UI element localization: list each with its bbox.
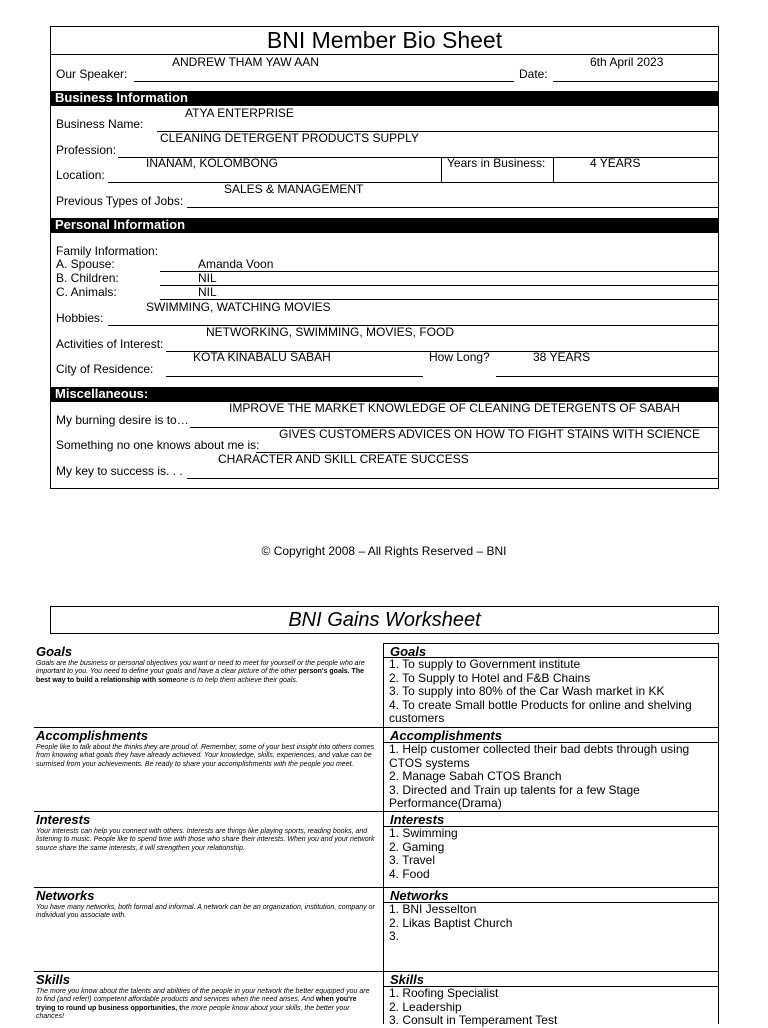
how-long-value[interactable]: 38 YEARS [533,350,591,364]
key-underline [187,478,719,479]
profession-label: Profession: [56,143,117,157]
years-label: Years in Business: [447,156,546,170]
speaker-label: Our Speaker: [56,67,128,81]
date-label: Date: [519,67,548,81]
bio-title: BNI Member Bio Sheet [266,27,503,53]
net-left-title: Networks [36,888,95,903]
location-divider [441,157,442,182]
prev-jobs-label: Previous Types of Jobs: [56,194,184,208]
row-sep-3 [34,887,719,888]
goals-desc-part-2: person's goals. The best way to build a relationship with some [36,668,365,684]
net-item: 2. Likas Baptist Church [389,915,513,930]
goals-item: 2. To Supply to Hotel and F&B Chains [389,670,591,685]
gains-top-border [383,643,719,644]
net-item: 1. BNI Jesselton [389,902,477,916]
date-value[interactable]: 6th April 2023 [590,55,664,69]
children-underline [160,285,719,286]
hobbies-value[interactable]: SWIMMING, WATCHING MOVIES [146,300,331,314]
goals-item: 1. To supply to Government institute [389,657,581,671]
copyright-text: © Copyright 2008 – All Rights Reserved – BNI [261,544,507,558]
row-sep-2 [34,811,719,812]
spouse-label: A. Spouse: [56,257,115,271]
activities-label: Activities of Interest: [56,337,164,351]
int-item: 2. Gaming [389,839,445,854]
date-underline [553,81,719,82]
years-value[interactable]: 4 YEARS [590,156,641,170]
how-long-underline [496,376,719,377]
hobbies-label: Hobbies: [56,311,104,325]
net-item: 3. [389,929,400,944]
acc-item: 3. Directed and Train up talents for a few Stage Performance(Drama) [389,782,640,811]
int-item: 1. Swimming [389,826,458,840]
skills-item: 1. Roofing Specialist [389,986,499,1000]
row-sep-4 [34,971,719,972]
prev-jobs-underline [187,207,719,208]
spouse-value[interactable]: Amanda Voon [198,257,274,271]
goals-item: 4. To create Small bottle Products for online and shelving customers [389,697,692,726]
how-long-label: How Long? [429,350,490,364]
net-answers[interactable] [389,903,714,944]
location-value[interactable]: INANAM, KOLOMBONG [146,156,279,170]
animals-label: C. Animals: [56,285,117,299]
personal-info-header: Personal Information [50,218,719,233]
prev-jobs-value[interactable]: SALES & MANAGEMENT [224,182,364,196]
key-label: My key to success is. . . [56,464,183,478]
goals-desc-part-3: one is to help them achieve their goals. [176,676,298,684]
skills-desc-part-3: he more people know about your skills, the better your chances! [36,1004,350,1021]
speaker-value[interactable]: ANDREW THAM YAW AAN [172,55,319,69]
location-underline [108,182,719,183]
skills-desc-part-2: when you're trying to round up business opportunities, t [36,996,357,1012]
secret-value[interactable]: GIVES CUSTOMERS ADVICES ON HOW TO FIGHT STAINS WITH SCIENCE [279,427,700,441]
acc-answers[interactable] [389,743,714,811]
int-left-title: Interests [36,812,91,827]
int-description: Your interests can help you connect with others. Interests are things like playing sports, reading books, and listening to music. People like to spend time with those who share their interests. When you and your network source share the same interests, it will strengthen your relationship. [36,828,375,852]
business-info-header: Business Information [50,91,719,106]
activities-value[interactable]: NETWORKING, SWIMMING, MOVIES, FOOD [206,325,454,339]
location-label: Location: [56,168,105,182]
goals-answers[interactable] [389,658,714,726]
gains-right-right-border [718,643,719,1024]
skills-left-title: Skills [36,972,70,987]
desire-value[interactable]: IMPROVE THE MARKET KNOWLEDGE OF CLEANING DETERGENTS OF SABAH [229,401,680,415]
acc-item: 2. Manage Sabah CTOS Branch [389,769,562,784]
skills-item: 2. Leadership [389,999,462,1014]
goals-left-title: Goals [36,644,73,659]
business-name-label: Business Name: [56,117,144,131]
skills-item: 3. Consult in Temperament Test [389,1013,558,1028]
int-right-title: Interests [390,812,445,827]
city-underline [166,376,423,377]
business-name-value[interactable]: ATYA ENTERPRISE [185,106,294,120]
int-answers[interactable] [389,827,714,881]
misc-header: Miscellaneous: [50,387,719,402]
desire-label: My burning desire is to… [56,413,189,427]
int-item: 3. Travel [389,853,436,868]
city-label: City of Residence: [56,362,154,376]
family-label: Family Information: [56,244,159,258]
skills-description [36,988,376,1022]
key-value[interactable]: CHARACTER AND SKILL CREATE SUCCESS [218,452,469,466]
goals-item: 3. To supply into 80% of the Car Wash market in KK [389,684,665,699]
gains-title: BNI Gains Worksheet [288,609,481,631]
skills-desc-part-1: The more you know about the talents and abilities of the people in your network the better equipped you are to find (and refer!) competent affordable products and services when the need arises. And [36,988,370,1004]
city-value[interactable]: KOTA KINABALU SABAH [193,350,331,364]
acc-item: 1. Help customer collected their bad debts through using CTOS systems [389,742,690,770]
gains-right-left-border [383,643,384,1024]
int-item: 4. Food [389,866,430,881]
skills-right-title: Skills [390,972,424,987]
goals-right-title: Goals [390,644,427,659]
children-label: B. Children: [56,271,119,285]
net-description: You have many networks, both formal and informal. A network can be an organization, institution, company or individual you associate with. [36,904,375,920]
profession-value[interactable]: CLEANING DETERGENT PRODUCTS SUPPLY [160,131,419,145]
secret-label: Something no one knows about me is: [56,438,260,452]
animals-value[interactable]: NIL [198,285,217,299]
acc-left-title: Accomplishments [36,728,148,743]
goals-desc-part-1: Goals are the business or personal objectives you want or need to meet for yourself or the people who are important to you. You need to define your goals and have a clear picture of the other [36,660,365,676]
acc-right-title: Accomplishments [390,728,502,743]
children-value[interactable]: NIL [198,271,217,285]
years-divider [553,157,554,182]
goals-description [36,660,376,685]
speaker-underline [134,81,514,82]
spouse-underline [160,271,719,272]
skills-answers[interactable] [389,987,714,1028]
acc-description: People like to talk about the thinks they are proud of. Remember, some of your best insight into others comes from knowing what goals they have already achieved. Your knowledge, skills, experiences, and value can be surmised from your achievements. Be ready to share your accomplishments with the people you meet. [36,744,375,768]
net-right-title: Networks [390,888,449,903]
